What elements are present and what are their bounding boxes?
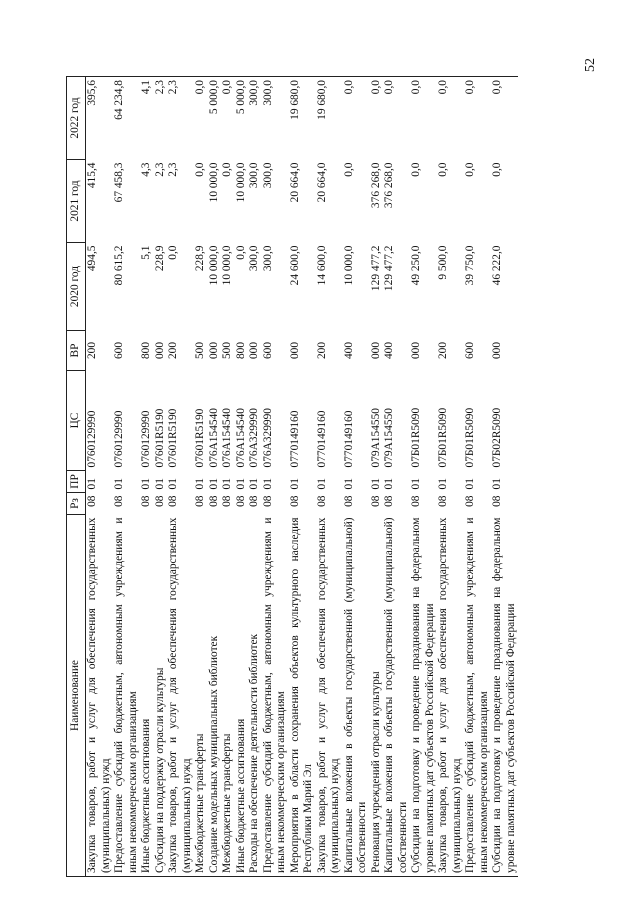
row-cs: 0760129990 — [86, 410, 98, 468]
row-name: Закупка товаров, работ и услуг для обеспечения государственных (муниципальных) нужд — [167, 515, 194, 877]
row-2021: 0,0 — [410, 162, 422, 177]
row-rz: 08 — [410, 495, 422, 507]
row-2021: 376 268,0 — [369, 162, 382, 209]
row-2020: 46 222,0 — [491, 245, 503, 286]
row-2022: 5 000,0 — [235, 77, 249, 160]
row-rz: 08 — [315, 495, 328, 507]
row-rz: 08 — [153, 495, 166, 507]
row-vr: 000 — [491, 341, 503, 360]
row-2021: 300,0 — [261, 162, 274, 189]
row-name: Создание модельных муниципальных библиотек — [208, 515, 222, 877]
row-vr: 000 — [248, 341, 260, 360]
row-2021: 0,0 — [464, 162, 476, 177]
row-cs: 07Б01R5090 — [437, 407, 449, 468]
row-2022: 0,0 — [194, 77, 208, 160]
header-2020: 2020 год — [67, 243, 86, 331]
table-body — [86, 77, 519, 877]
row-pr: 01 — [248, 478, 260, 490]
row-pr: 01 — [86, 478, 98, 490]
row-2020: 228,9 — [194, 245, 206, 272]
row-rz: 08 — [464, 495, 476, 507]
row-2020: 80 615,2 — [113, 245, 125, 286]
row-cs: 07Б02R5090 — [491, 407, 503, 468]
row-vr: 600 — [113, 341, 125, 360]
row-2020: 494,5 — [86, 245, 98, 272]
row-rz: 08 — [140, 495, 152, 507]
row-pr: 01 — [437, 478, 449, 490]
row-rz: 08 — [207, 495, 220, 507]
row-2021: 0,0 — [221, 162, 233, 177]
row-pr: 01 — [207, 478, 220, 490]
row-2021: 0,0 — [194, 162, 206, 177]
table-row — [208, 77, 222, 877]
row-2022: 2,3 — [154, 77, 168, 160]
row-2020: 0,0 — [234, 245, 247, 260]
row-cs: 0760129990 — [113, 410, 125, 468]
header-rz: Рз — [67, 493, 86, 515]
row-pr: 01 — [140, 478, 152, 490]
row-vr: 800 — [234, 341, 247, 360]
row-vr: 600 — [464, 341, 476, 360]
row-rz: 08 — [113, 495, 125, 507]
row-2022: 395,6 — [86, 77, 114, 160]
row-rz: 08 — [383, 495, 395, 507]
row-2020: 228,9 — [153, 245, 166, 272]
row-vr: 200 — [167, 341, 179, 360]
row-rz: 08 — [194, 495, 206, 507]
row-vr: 200 — [437, 341, 449, 360]
table-row — [248, 77, 262, 877]
table-row — [370, 77, 384, 877]
row-vr: 000 — [153, 341, 166, 360]
row-2020: 39 750,0 — [464, 245, 476, 286]
row-vr: 600 — [261, 341, 274, 360]
row-2021: 0,0 — [437, 162, 449, 177]
page-number: 52 — [583, 58, 598, 72]
row-rz: 08 — [342, 495, 355, 507]
row-vr: 500 — [194, 341, 206, 360]
row-pr: 01 — [153, 478, 166, 490]
row-2022: 300,0 — [262, 77, 289, 160]
row-name: Капитальные вложения в объекты государственной (муниципальной) собственности — [383, 515, 410, 877]
header-cs: ЦС — [67, 371, 86, 471]
row-cs: 079A154550 — [369, 408, 382, 468]
table-row — [343, 77, 370, 877]
row-cs: 076A154540 — [207, 408, 220, 468]
row-vr: 500 — [221, 341, 233, 360]
row-name: Иные бюджетные ассигнования — [235, 515, 249, 877]
row-vr: 000 — [207, 341, 220, 360]
row-2022: 0,0 — [370, 77, 384, 160]
row-2022: 0,0 — [383, 77, 410, 160]
row-vr: 400 — [383, 341, 395, 360]
row-cs: 076A329990 — [261, 408, 274, 468]
row-2020: 10 000,0 — [221, 245, 233, 286]
row-pr: 01 — [167, 478, 179, 490]
row-pr: 01 — [410, 478, 422, 490]
row-name: Субсидии на подготовку и проведение празднования на федеральном уровне памятных дат субъектов Российской Федерации — [491, 515, 518, 877]
row-cs: 0770149160 — [342, 410, 355, 468]
row-vr: 400 — [342, 341, 355, 360]
row-pr: 01 — [464, 478, 476, 490]
row-2022: 0,0 — [221, 77, 235, 160]
row-name: Предоставление субсидий бюджетным, автономным учреждениям и иным некоммерческим организациям — [113, 515, 140, 877]
row-rz: 08 — [491, 495, 503, 507]
row-rz: 08 — [167, 495, 179, 507]
row-2022: 4,1 — [140, 77, 154, 160]
row-pr: 01 — [383, 478, 395, 490]
row-cs: 0770149160 — [288, 410, 301, 468]
header-2022: 2022 год — [67, 77, 86, 160]
row-rz: 08 — [248, 495, 260, 507]
row-2021: 10 000,0 — [207, 162, 220, 203]
header-name: Наименование — [67, 515, 86, 877]
row-2020: 14 600,0 — [315, 245, 328, 286]
table-row — [262, 77, 289, 877]
header-vr: ВР — [67, 331, 86, 371]
row-name: Расходы на обеспечение деятельности библиотек — [248, 515, 262, 877]
row-2020: 129 477,2 — [369, 245, 382, 292]
row-cs: 07601R5190 — [194, 408, 206, 468]
row-cs: 07Б01R5090 — [464, 407, 476, 468]
table-row — [235, 77, 249, 877]
row-2022: 2,3 — [167, 77, 194, 160]
row-cs: 076A154540 — [234, 408, 247, 468]
budget-table — [66, 76, 518, 877]
row-pr: 01 — [491, 478, 503, 490]
table-row — [221, 77, 235, 877]
row-cs: 07601R5190 — [153, 408, 166, 468]
row-cs: 07Б01R5090 — [410, 407, 422, 468]
table-row — [316, 77, 343, 877]
row-2022: 0,0 — [343, 77, 370, 160]
row-pr: 01 — [194, 478, 206, 490]
row-cs: 079A154550 — [383, 408, 395, 468]
row-2020: 24 600,0 — [288, 245, 301, 286]
table-row — [140, 77, 154, 877]
row-rz: 08 — [437, 495, 449, 507]
row-2021: 0,0 — [342, 162, 355, 177]
row-rz: 08 — [261, 495, 274, 507]
row-name: Субсидия на поддержку отрасли культуры — [154, 515, 168, 877]
table-row — [437, 77, 464, 877]
row-2020: 300,0 — [261, 245, 274, 272]
header-2021: 2021 год — [67, 160, 86, 243]
row-cs: 07601R5190 — [167, 408, 179, 468]
row-rz: 08 — [369, 495, 382, 507]
row-2020: 9 500,0 — [437, 245, 449, 280]
row-name: Закупка товаров, работ и услуг для обеспечения государственных (муниципальных) нужд — [437, 515, 464, 877]
table-row — [410, 77, 437, 877]
row-name: Предоставление субсидий бюджетным, автономным учреждениям и иным некоммерческим организациям — [464, 515, 491, 877]
row-2021: 0,0 — [491, 162, 503, 177]
table-row — [154, 77, 168, 877]
row-name: Мероприятия в области сохранения объектов культурного наследия Республики Марий Эл — [289, 515, 316, 877]
row-2022: 0,0 — [464, 77, 491, 160]
row-name: Закупка товаров, работ и услуг для обеспечения государственных (муниципальных) нужд — [316, 515, 343, 877]
row-pr: 01 — [369, 478, 382, 490]
row-2021: 20 664,0 — [288, 162, 301, 203]
row-name: Предоставление субсидий бюджетным, автономным учреждениям и иным некоммерческим организациям — [262, 515, 289, 877]
table-row — [464, 77, 491, 877]
table-row — [383, 77, 410, 877]
row-2020: 10 000,0 — [207, 245, 220, 286]
row-2021: 20 664,0 — [315, 162, 328, 203]
rotated-table-container — [66, 77, 586, 877]
row-2020: 129 477,2 — [383, 245, 395, 292]
table-row — [194, 77, 208, 877]
row-cs: 076A329990 — [248, 408, 260, 468]
header-pr: ПР — [67, 471, 86, 493]
row-2020: 5,1 — [140, 245, 152, 260]
row-pr: 01 — [315, 478, 328, 490]
row-name: Реновация учреждений отрасли культуры — [370, 515, 384, 877]
row-2020: 49 250,0 — [410, 245, 422, 286]
table-row — [86, 77, 114, 877]
row-rz: 08 — [221, 495, 233, 507]
row-rz: 08 — [234, 495, 247, 507]
row-pr: 01 — [288, 478, 301, 490]
row-cs: 0760129990 — [140, 410, 152, 468]
row-pr: 01 — [221, 478, 233, 490]
row-vr: 000 — [288, 341, 301, 360]
row-name: Субсидии на подготовку и проведение празднования на федеральном уровне памятных дат субъектов Российской Федерации — [410, 515, 437, 877]
row-2021: 67 458,3 — [113, 162, 125, 203]
row-2021: 376 268,0 — [383, 162, 395, 209]
row-2021: 2,3 — [167, 162, 179, 177]
row-2022: 0,0 — [437, 77, 464, 160]
row-name: Иные бюджетные ассигнования — [140, 515, 154, 877]
row-2020: 300,0 — [248, 245, 260, 272]
table-header-row — [67, 77, 86, 877]
row-2020: 10 000,0 — [342, 245, 355, 286]
row-name: Закупка товаров, работ и услуг для обеспечения государственных (муниципальных) нужд — [86, 515, 114, 877]
table-row — [113, 77, 140, 877]
table-row — [167, 77, 194, 877]
row-name: Межбюджетные трансферты — [194, 515, 208, 877]
row-vr: 200 — [86, 341, 98, 360]
row-2022: 0,0 — [491, 77, 518, 160]
row-pr: 01 — [234, 478, 247, 490]
row-2020: 0,0 — [167, 245, 179, 260]
row-2021: 415,4 — [86, 162, 98, 189]
row-2021: 2,3 — [153, 162, 166, 177]
row-cs: 076A154540 — [221, 408, 233, 468]
row-pr: 01 — [342, 478, 355, 490]
table-row — [491, 77, 518, 877]
row-2022: 300,0 — [248, 77, 262, 160]
row-vr: 800 — [140, 341, 152, 360]
row-pr: 01 — [261, 478, 274, 490]
row-2021: 10 000,0 — [234, 162, 247, 203]
row-vr: 000 — [410, 341, 422, 360]
row-name: Межбюджетные трансферты — [221, 515, 235, 877]
row-cs: 0770149160 — [315, 410, 328, 468]
row-2022: 5 000,0 — [208, 77, 222, 160]
row-2021: 4,3 — [140, 162, 152, 177]
row-vr: 200 — [315, 341, 328, 360]
row-name: Капитальные вложения в объекты государственной (муниципальной) собственности — [343, 515, 370, 877]
table-row — [289, 77, 316, 877]
row-2021: 300,0 — [248, 162, 260, 189]
row-pr: 01 — [113, 478, 125, 490]
row-rz: 08 — [288, 495, 301, 507]
row-2022: 19 680,0 — [316, 77, 343, 160]
row-vr: 000 — [369, 341, 382, 360]
row-2022: 64 234,8 — [113, 77, 140, 160]
row-2022: 0,0 — [410, 77, 437, 160]
row-rz: 08 — [86, 495, 98, 507]
row-2022: 19 680,0 — [289, 77, 316, 160]
